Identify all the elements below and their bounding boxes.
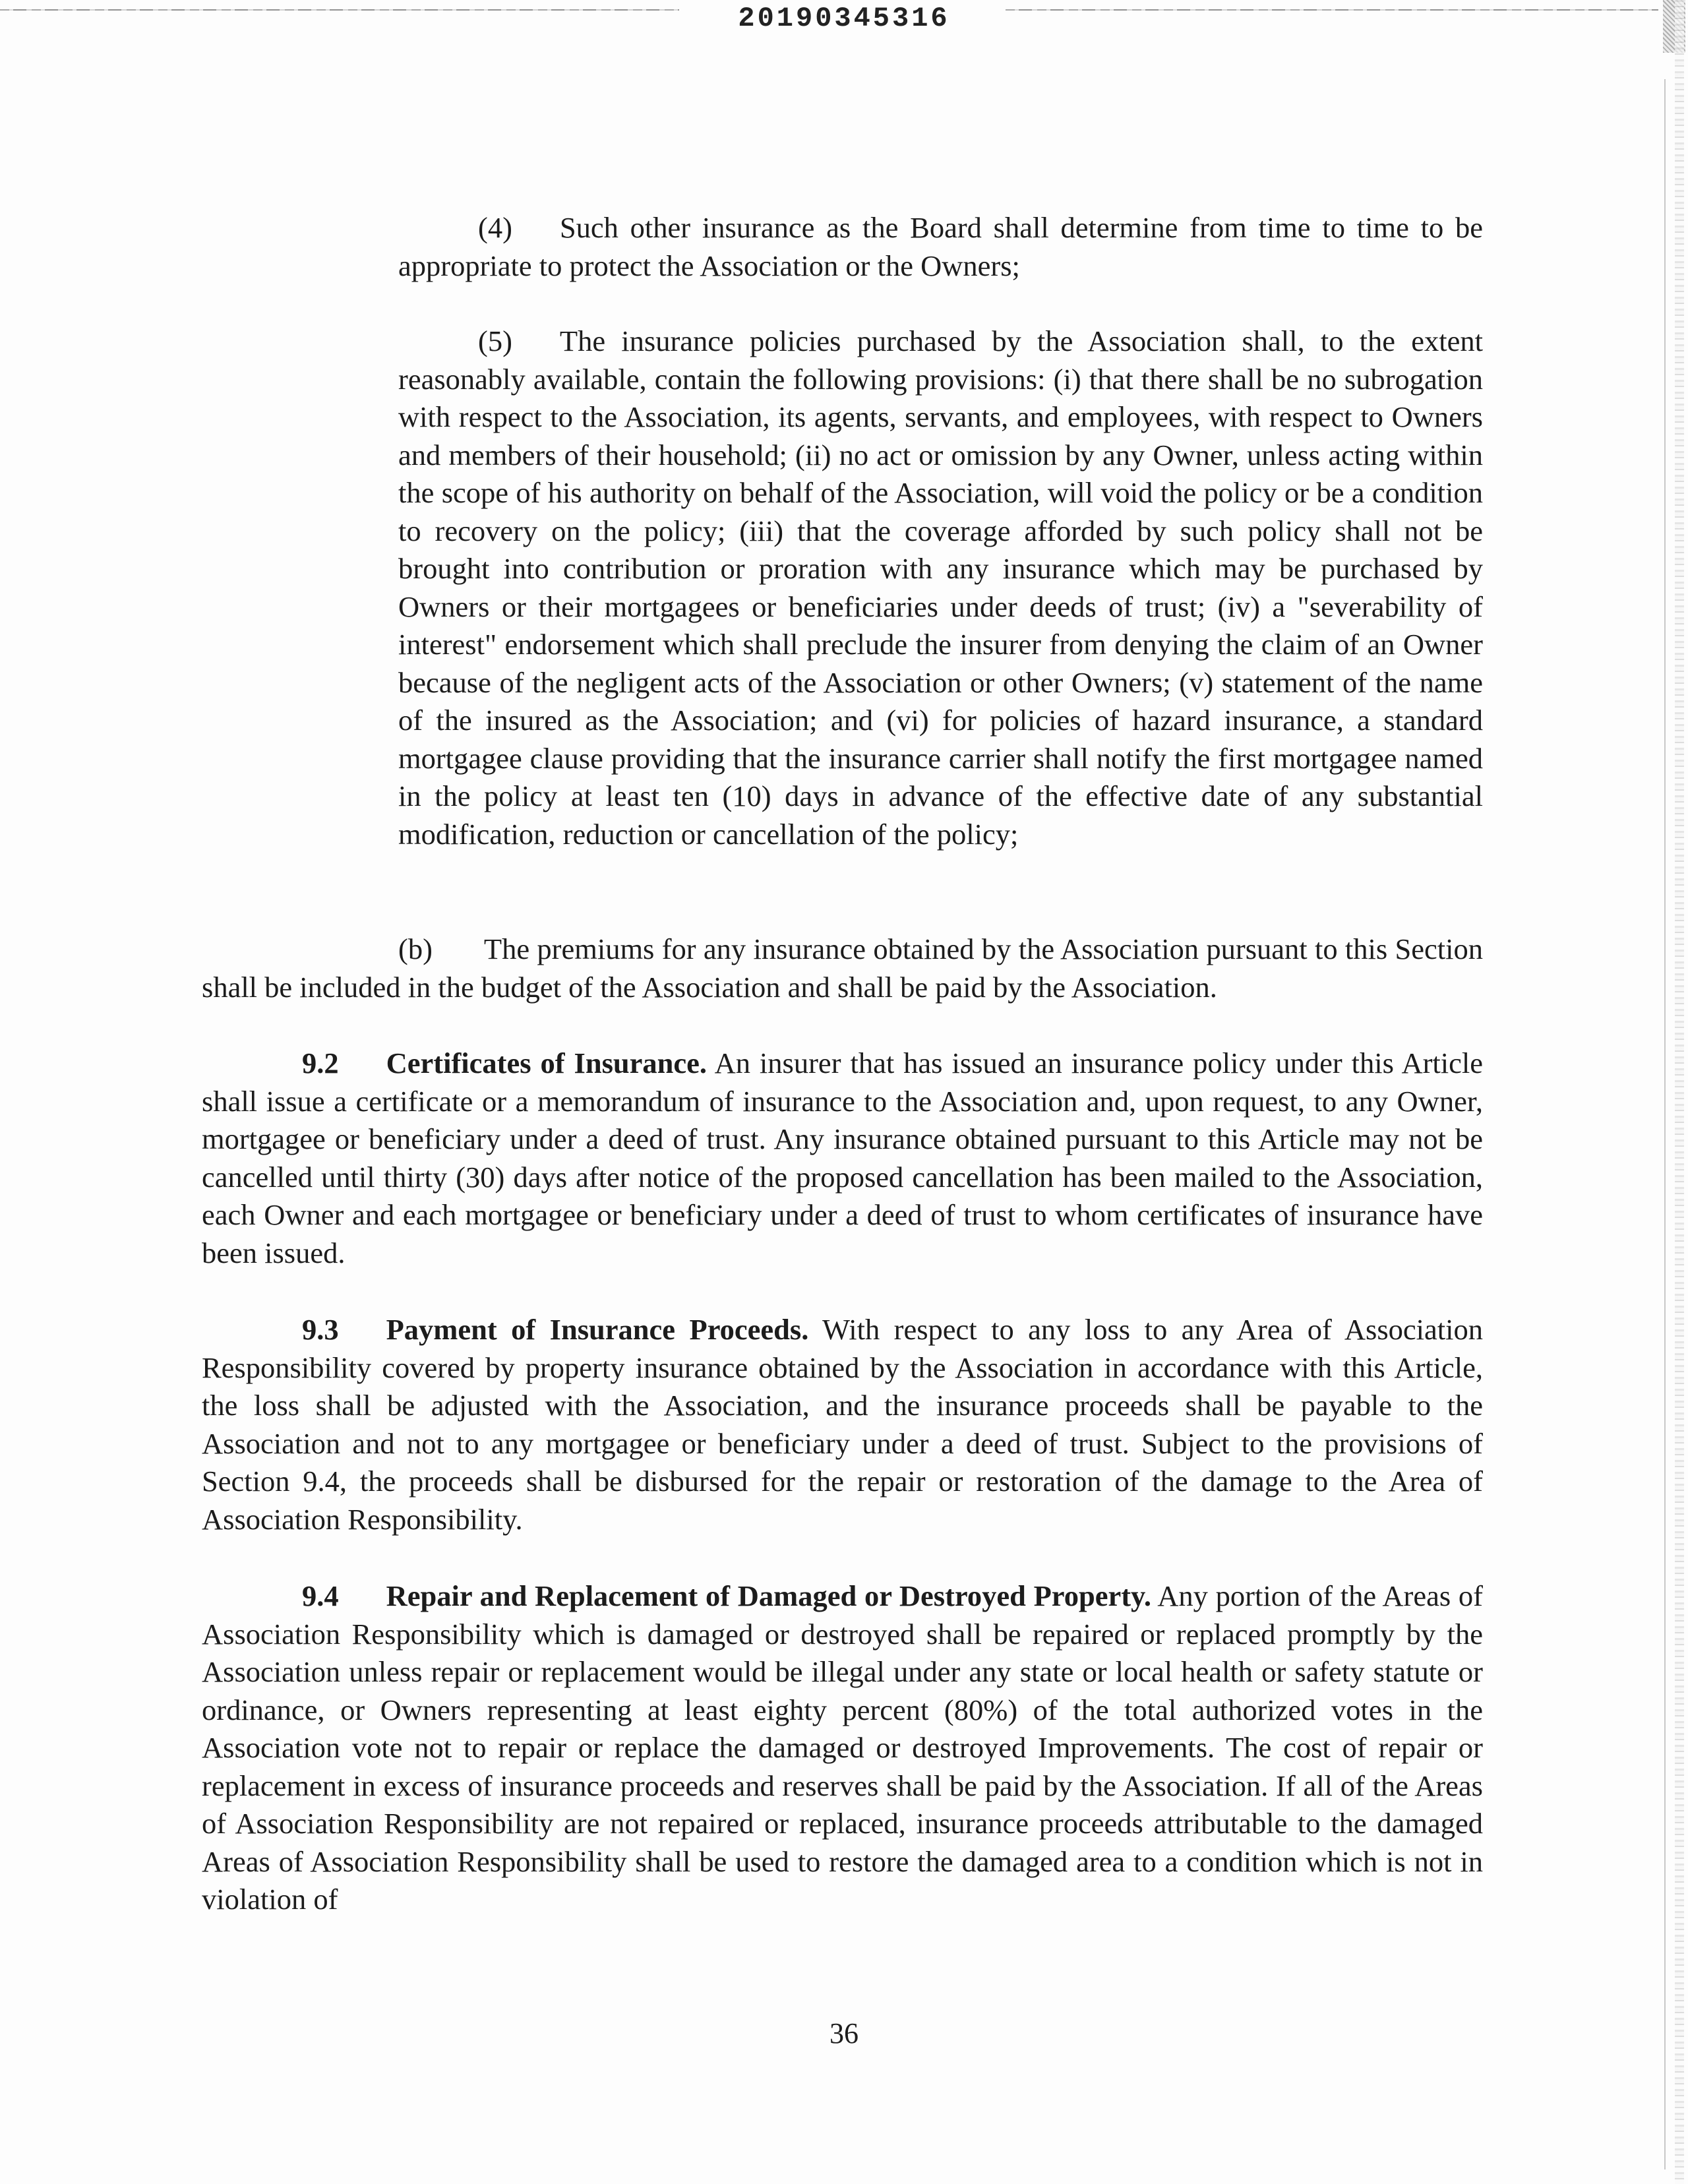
item-text: The premiums for any insurance obtained by the Association pursuant to this Section shall be included in the budget of the Association and shall be paid by the Association. [202,932,1483,1004]
scan-artifact-edge-line [1664,79,1666,2169]
section-text: With respect to any loss to any Area of Association Responsibility covered by property insurance obtained by the Association in accordance with this Article, the loss shall be adjusted with the Association, and the insurance proceeds shall be payable to the Association and not to any mortgagee or beneficiary under a deed of trust. Subject to the provisions of Section 9.4, the proceeds shall be disbursed for the repair or restoration of the damage to the Area of Association Responsibility. [202,1313,1483,1536]
section-heading: Repair and Replacement of Damaged or Destroyed Property. [386,1579,1151,1612]
item-text: Such other insurance as the Board shall determine from time to time to be appropriate to protect the Association or the Owners; [398,211,1483,282]
section-number: 9.3 [302,1313,339,1346]
paragraph-item-5 [398,322,1483,853]
page-number: 36 [829,2017,859,2049]
section-number: 9.2 [302,1046,339,1079]
item-label: (4) [478,211,512,244]
section-heading: Certificates of Insurance. [386,1046,708,1079]
section-text: An insurer that has issued an insurance policy under this Article shall issue a certificate or a memorandum of insurance to the Association and, upon request, to any Owner, mortgagee or beneficiary under a deed of trust. Any insurance obtained pursuant to this Article may not be cancelled until thirty (30) days after notice of the proposed cancellation has been mailed to the Association, each Owner and each mortgagee or beneficiary under a deed of trust to whom certificates of insurance have been issued. [202,1046,1483,1269]
paragraph-item-b [202,930,1483,1006]
scan-artifact-right-edge [1675,0,1684,2184]
section-9-2 [202,1045,1483,1272]
item-label: (5) [478,324,512,357]
document-number: 20190345316 [738,3,950,34]
paragraph-item-4 [398,209,1483,285]
section-heading: Payment of Insurance Proceeds. [386,1313,809,1346]
section-text: Any portion of the Areas of Association Responsibility which is damaged or destroyed shall be repaired or replaced promptly by the Association unless repair or replacement would be illegal under any state or local health or safety statute or ordinance, or Owners representing at least eighty percent (80%) of the total authorized votes in the Association vote not to repair or replace the damaged or destroyed Improvements. The cost of repair or replacement in excess of insurance proceeds and reserves shall be paid by the Association. If all of the Areas of Association Responsibility are not repaired or replaced, insurance proceeds attributable to the damaged Areas of Association Responsibility shall be used to restore the damaged area to a condition which is not in violation of [202,1579,1484,1916]
section-9-3 [202,1311,1483,1538]
item-text: The insurance policies purchased by the Association shall, to the extent reasonably available, contain the following provisions: (i) that there shall be no subrogation with respect to the Association, its agents, servants, and employees, with respect to Owners and members of their household; (ii) no act or omission by any Owner, unless acting within the scope of his authority on behalf of the Association, will void the policy or be a condition to recovery on the policy; (iii) that the coverage afforded by such policy shall not be brought into contribution or proration with any insurance which may be purchased by Owners or their mortgagees or beneficiaries under deeds of trust; (iv) a "severability of interest" endorsement which shall preclude the insurer from denying the claim of an Owner because of the negligent acts of the Association or other Owners; (v) statement of the name of the insured as the Association; and (vi) for policies of hazard insurance, a standard mortgagee clause providing that the insurance carrier shall notify the first mortgagee named in the policy at least ten (10) days in advance of the effective date of any substantial modification, reduction or cancellation of the policy; [398,324,1483,851]
section-9-4 [202,1577,1483,1919]
item-label: (b) [398,932,433,965]
section-number: 9.4 [302,1579,339,1612]
